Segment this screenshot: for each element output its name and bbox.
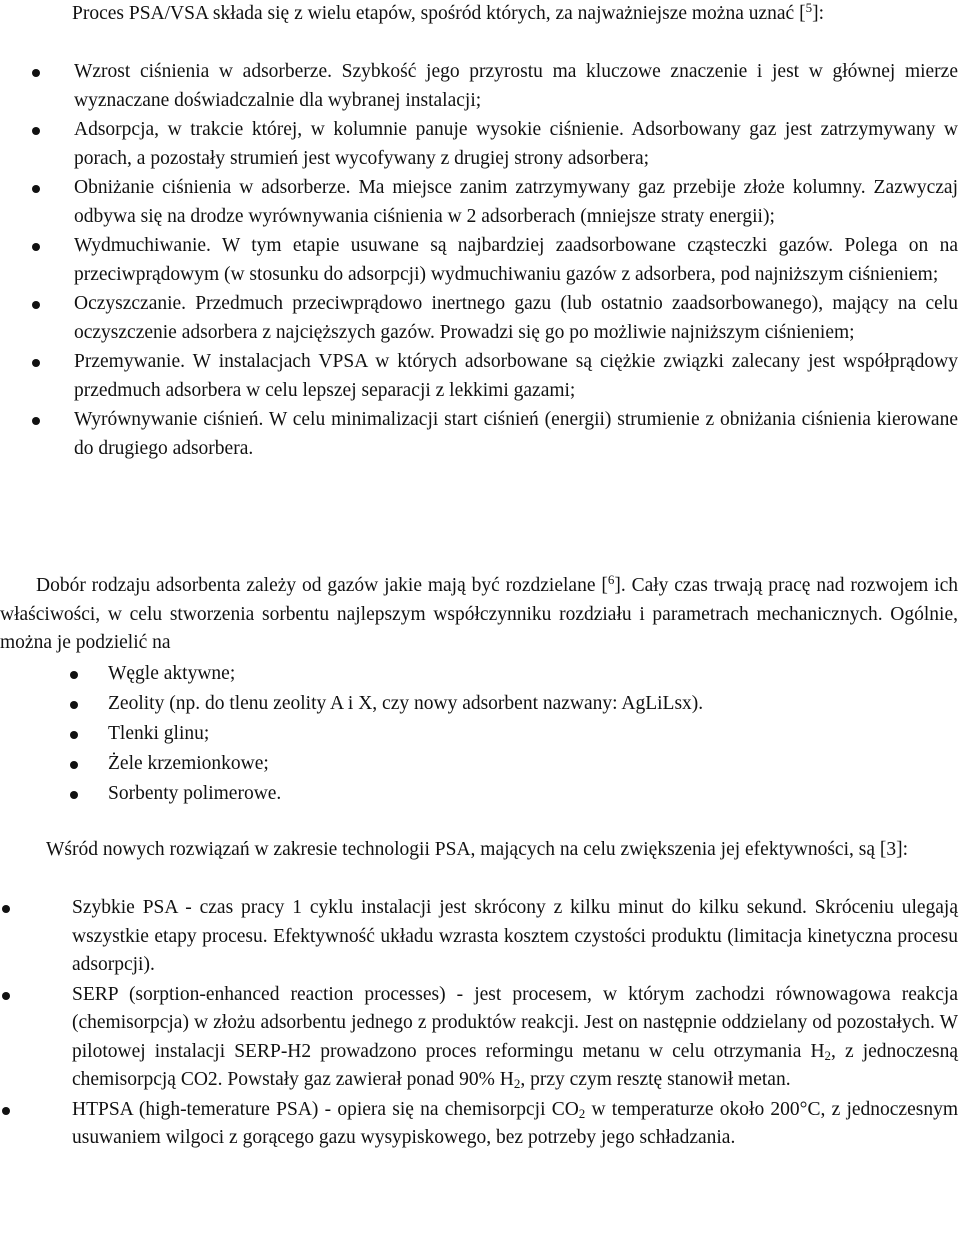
bullet-icon xyxy=(70,701,78,709)
list-item: Żele krzemionkowe; xyxy=(108,750,948,779)
bullet-icon xyxy=(70,671,78,679)
list-item: Węgle aktywne; xyxy=(108,660,948,689)
bullet-icon xyxy=(32,359,40,367)
bullet-icon xyxy=(70,761,78,769)
intro-text: Proces PSA/VSA składa się z wielu etapów, spośród których, za najważniejsze można uznać [ xyxy=(72,3,806,24)
list-item: Przemywanie. W instalacjach VPSA w których adsorbowane są ciężkie związki zalecany jest współprądowy przedmuch adsorbera w celu lepszej separacji z lekkimi gazami; xyxy=(74,348,958,405)
bullet-icon xyxy=(32,301,40,309)
list-item: SERP (sorption-enhanced reaction processes) - jest procesem, w którym zachodzi równowagowa reakcja (chemisorpcja) w złożu adsorbentu jednego z produktów reakcji. Jest on następnie oddzielany od pozostałych. W pilotowej instalacji SERP-H2 prowadzono proces reformingu metanu w celu otrzymania $H_2$, z jednoczesną chemisorpcją CO2. Powstały gaz zawierał ponad 90% $H_2$, przy czym resztę stanowił metan. xyxy=(72,981,958,1095)
process-stages-list xyxy=(74,58,958,464)
bullet-icon xyxy=(32,243,40,251)
list-item: HTPSA (high-temerature PSA) - opiera się na chemisorpcji $CO_2$ w temperaturze około 200°C, z jednoczesnym usuwaniem wilgoci z gorącego gazu wysypiskowego, bez potrzeby jego schładzania. xyxy=(72,1096,958,1153)
bullet-icon xyxy=(32,417,40,425)
bullet-icon xyxy=(2,992,10,1000)
bullet-icon xyxy=(32,69,40,77)
bullet-icon xyxy=(70,731,78,739)
list-item: Wzrost ciśnienia w adsorberze. Szybkość jego przyrostu ma kluczowe znaczenie i jest w głównej mierze wyznaczane doświadczalnie dla wybranej instalacji; xyxy=(74,58,958,115)
bullet-icon xyxy=(2,1107,10,1115)
reference-marker: 5 xyxy=(805,0,813,15)
reference-marker: 6 xyxy=(607,572,615,587)
intro-text-end: ]: xyxy=(812,3,824,24)
new-solutions-list xyxy=(72,894,958,1154)
new-solutions-paragraph: Wśród nowych rozwiązań w zakresie technologii PSA, mających na celu zwiększenia jej efektywności, są [3]: xyxy=(46,839,909,860)
intro-paragraph xyxy=(6,0,958,29)
list-item: Obniżanie ciśnienia w adsorberze. Ma miejsce zanim zatrzymywany gaz przebije złoże kolumny. Zazwyczaj odbywa się na drodze wyrównywania ciśnienia w 2 adsorberach (mniejsze straty energii); xyxy=(74,174,958,231)
list-item: Szybkie PSA - czas pracy 1 cyklu instalacji jest skrócony z kilku minut do kilku sekund. Skróceniu ulegają wszystkie etapy procesu. Efektywność układu wzrasta kosztem czystości produktu (limitacja kinetyczna procesu adsorpcji). xyxy=(72,894,958,980)
bullet-icon xyxy=(32,127,40,135)
bullet-icon xyxy=(70,791,78,799)
list-item: Wydmuchiwanie. W tym etapie usuwane są najbardziej zaadsorbowane cząsteczki gazów. Polega on na przeciwprądowym (w stosunku do adsorpcji) wydmuchiwaniu gazów z adsorbera, pod najniższym ciśnieniem; xyxy=(74,232,958,289)
list-item: Tlenki glinu; xyxy=(108,720,948,749)
list-item: Oczyszczanie. Przedmuch przeciwprądowo inertnego gazu (lub ostatnio zaadsorbowanego), mający na celu oczyszczenie adsorbera z najcięższych gazów. Prowadzi się go po możliwie najniższym ciśnieniem; xyxy=(74,290,958,347)
list-item: Wyrównywanie ciśnień. W celu minimalizacji start ciśnień (energii) strumienie z obniżania ciśnienia kierowane do drugiego adsorbera. xyxy=(74,406,958,463)
adsorbent-paragraph: Dobór rodzaju adsorbenta zależy od gazów jakie mają być rozdzielane [$^6$]. Cały czas trwają pracę nad rozwojem ich właściwości, w celu stworzenia sorbentu najlepszym współczynniku rozdziału i parametrach mechanicznych. Ogólnie, można je podzielić na xyxy=(0,572,958,653)
list-item: Adsorpcja, w trakcie której, w kolumnie panuje wysokie ciśnienie. Adsorbowany gaz jest zatrzymywany w porach, a pozostały strumień jest wycofywany z drugiej strony adsorbera; xyxy=(74,116,958,173)
list-item: Sorbenty polimerowe. xyxy=(108,780,948,809)
list-item: Zeolity (np. do tlenu zeolity A i X, czy nowy adsorbent nazwany: AgLiLsx). xyxy=(108,690,948,719)
adsorbent-types-list xyxy=(108,660,948,810)
bullet-icon xyxy=(2,905,10,913)
bullet-icon xyxy=(32,185,40,193)
